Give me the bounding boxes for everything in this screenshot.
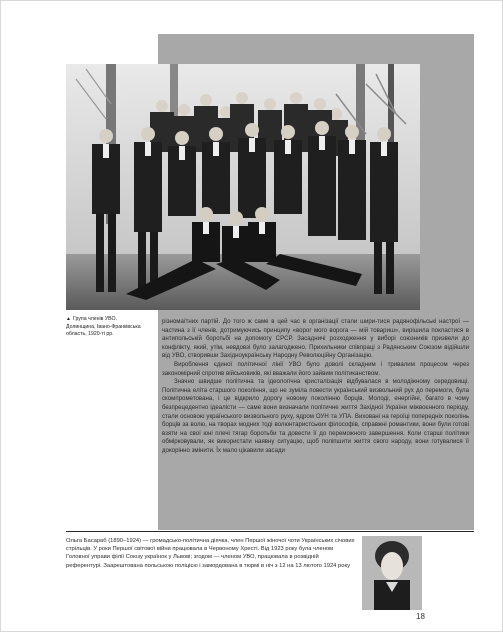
portrait-photo xyxy=(362,536,422,610)
caption-text: Група членів УВО. Долинщина, Івано-Франківська область, 1920-ті рр. xyxy=(66,316,141,338)
body-paragraph-2: Вироблення єдиної політичної лінії УВО було доволі складним і тривалим процесом через закономірний спротив військовиків, які вважали його зайвим політиканством. xyxy=(162,360,469,377)
body-paragraph-1: різномаїтних партій. До того ж саме в цей час в організації стали шири-тися радянофільські настрої — частина з її членів, дотримуючись принципу «ворог мого ворога — мій товариш», вирішила покластися в антипольській боротьбі на допомогу СРСР. Засадничі розходження у виборі союзників призвели до конфлікту, який, утім, невдовзі було залагоджено. Прихильники співпраці з Радянським Союзом відійшли від УВО, створивши Західноукраїнську Народну Революційну Організацію. xyxy=(162,318,469,360)
photo-caption xyxy=(66,316,146,339)
footnote-divider xyxy=(66,531,474,532)
page-number: 18 xyxy=(416,612,425,621)
group-photo xyxy=(66,64,420,310)
main-text-column xyxy=(162,318,469,456)
footnote-text: Ольга Басараб (1890–1924) — громадсько-політична діячка, член Першої жіночої чоти Українських січових стрільців. У роки Першої світової війни працювала в Червоному Хресті. Від 1923 року була членом Головної управи філії Союзу українок у Львові; згодом — членом УВО, працювала в розвідній референтурі. Заарештована польською поліцією і замордована в тюрмі в ніч з 12 на 13 лютого 1924 року xyxy=(66,538,355,569)
caption-triangle-icon: ▲ xyxy=(66,316,71,322)
body-paragraph-3: Значно швидше політична та ідеологічна кристалізація відбувалася в молодіжному середовищі. Політична еліта старшого покоління, що не зуміла повести український визвольний рух до перемоги, була скомпрометована, і це відкрило дорогу новому поколінню борців. Молоді, енергійні, багато в чому безпрецедентно ідеалісти — саме вони визначали політичне життя Західної України міжвоєнного періоду, стали основою українського визвольного руху, ядром ОУН та УПА. Виховані на героїці попередніх поколінь борців за волю, на творах модних тоді волюнтаристських філософів, справжні романтики, вони були готові взяти на свої юні плечі тягар боротьби та довести її до переможного завершення. Коли старші політики обмірковували, як використати наявну ситуацію, щоб поліпшити життя свого народу, вони готувалися її докорінно змінити. Їх мало цікавили засади xyxy=(162,378,469,454)
